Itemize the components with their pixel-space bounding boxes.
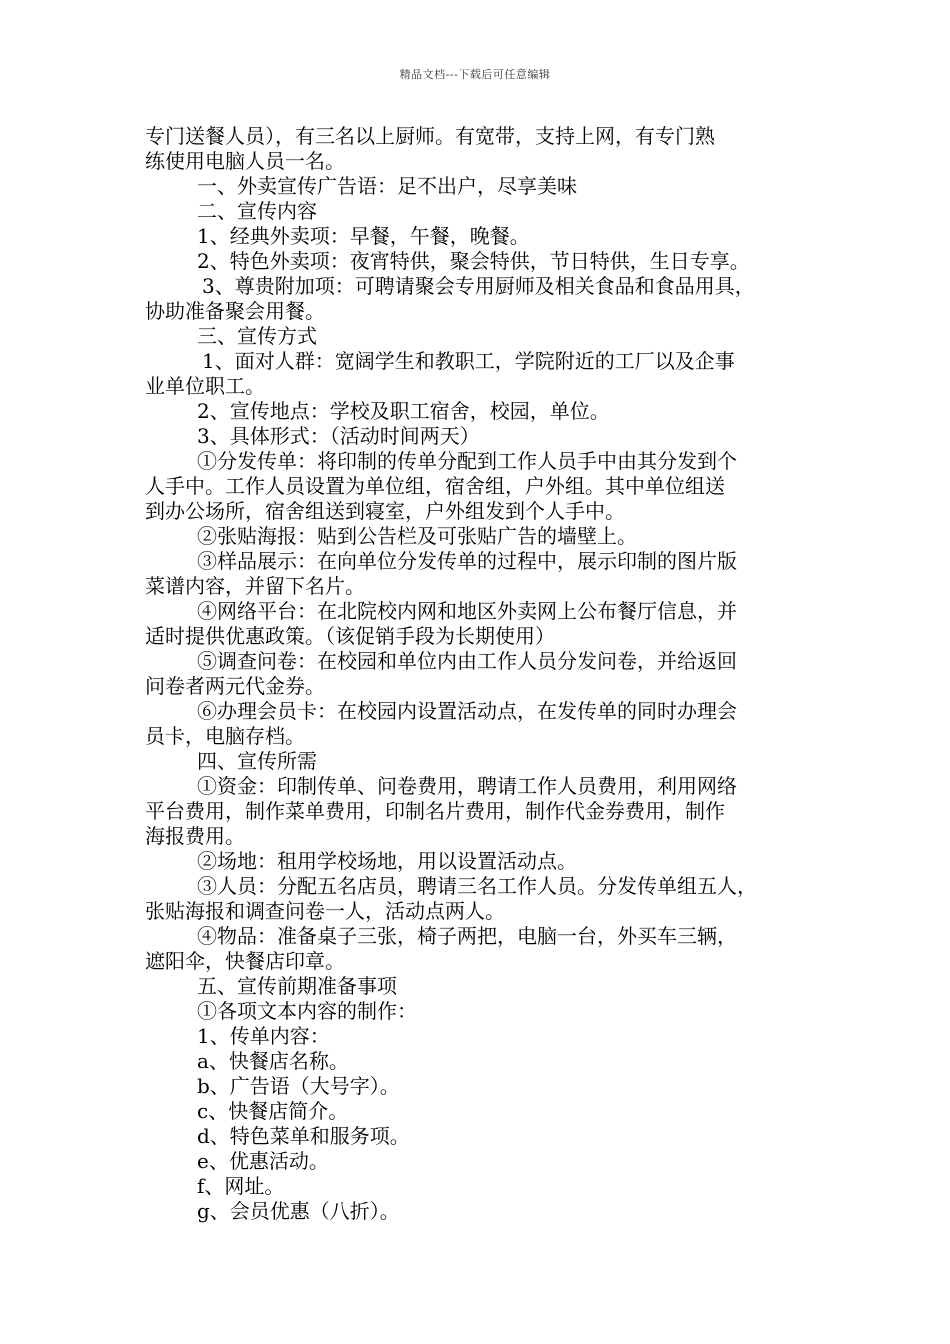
paragraph-line: ②场地：租用学校场地，用以设置活动点。 bbox=[197, 849, 577, 873]
paragraph-line: 2、宣传地点：学校及职工宿舍，校园，单位。 bbox=[197, 399, 610, 423]
paragraph-line: ⑥办理会员卡：在校园内设置活动点，在发传单的同时办理会 bbox=[197, 699, 737, 723]
paragraph-line: e、优惠活动。 bbox=[197, 1149, 329, 1173]
paragraph-line: 张贴海报和调查问卷一人，活动点两人。 bbox=[145, 899, 505, 923]
paragraph-line: 2、特色外卖项：夜宵特供，聚会特供，节日特供，生日专享。 bbox=[197, 249, 750, 273]
paragraph-line: 五、宣传前期准备事项 bbox=[197, 974, 397, 998]
paragraph-line: 3、具体形式：（活动时间两天） bbox=[197, 424, 480, 448]
paragraph-line: 菜谱内容，并留下名片。 bbox=[145, 574, 365, 598]
paragraph-line: 协助准备聚会用餐。 bbox=[145, 299, 325, 323]
paragraph-line: ③人员：分配五名店员，聘请三名工作人员。分发传单组五人， bbox=[197, 874, 757, 898]
paragraph-line: g、会员优惠（八折）。 bbox=[197, 1199, 400, 1223]
paragraph-line: 1、经典外卖项：早餐，午餐，晚餐。 bbox=[197, 224, 530, 248]
paragraph-line: ①分发传单：将印制的传单分配到工作人员手中由其分发到个 bbox=[197, 449, 737, 473]
paragraph-line: 到办公场所，宿舍组送到寝室，户外组发到个人手中。 bbox=[145, 499, 625, 523]
paragraph-line: 业单位职工。 bbox=[145, 374, 265, 398]
paragraph-line: ①资金：印制传单、问卷费用，聘请工作人员费用，利用网络 bbox=[197, 774, 737, 798]
paragraph-line: 问卷者两元代金券。 bbox=[145, 674, 325, 698]
paragraph-line: 适时提供优惠政策。（该促销手段为长期使用） bbox=[145, 624, 555, 648]
paragraph-line: 练使用电脑人员一名。 bbox=[145, 149, 345, 173]
paragraph-line: 平台费用，制作菜单费用，印制名片费用，制作代金券费用，制作 bbox=[145, 799, 725, 823]
paragraph-line: c、快餐店简介。 bbox=[197, 1099, 349, 1123]
paragraph-line: 1、面对人群：宽阔学生和教职工，学院附近的工厂以及企事 bbox=[202, 349, 735, 373]
document-body bbox=[145, 124, 825, 1224]
paragraph-line: f、网址。 bbox=[197, 1174, 285, 1198]
paragraph-line: ⑤调查问卷：在校园和单位内由工作人员分发问卷，并给返回 bbox=[197, 649, 737, 673]
paragraph-line: d、特色菜单和服务项。 bbox=[197, 1124, 410, 1148]
paragraph-line: 三、宣传方式 bbox=[197, 324, 317, 348]
paragraph-line: 海报费用。 bbox=[145, 824, 245, 848]
paragraph-line: 二、宣传内容 bbox=[197, 199, 317, 223]
paragraph-line: a、快餐店名称。 bbox=[197, 1049, 349, 1073]
paragraph-line: ①各项文本内容的制作： bbox=[197, 999, 417, 1023]
paragraph-line: ④物品：准备桌子三张，椅子两把，电脑一台，外买车三辆， bbox=[197, 924, 737, 948]
paragraph-line: ③样品展示：在向单位分发传单的过程中，展示印制的图片版 bbox=[197, 549, 737, 573]
paragraph-line: ②张贴海报：贴到公告栏及可张贴广告的墙壁上。 bbox=[197, 524, 637, 548]
paragraph-line: 四、宣传所需 bbox=[197, 749, 317, 773]
paragraph-line: b、广告语（大号字）。 bbox=[197, 1074, 400, 1098]
paragraph-line: 人手中。工作人员设置为单位组，宿舍组，户外组。其中单位组送 bbox=[145, 474, 725, 498]
paragraph-line: 员卡，电脑存档。 bbox=[145, 724, 305, 748]
paragraph-line: ④网络平台：在北院校内网和地区外卖网上公布餐厅信息，并 bbox=[197, 599, 737, 623]
paragraph-line: 遮阳伞，快餐店印章。 bbox=[145, 949, 345, 973]
page-header: 精品文档---下载后可任意编辑 bbox=[399, 68, 551, 81]
paragraph-line: 专门送餐人员），有三名以上厨师。有宽带，支持上网，有专门熟 bbox=[145, 124, 715, 148]
paragraph-line: 一、外卖宣传广告语：足不出户，尽享美味 bbox=[197, 174, 577, 198]
paragraph-line: 3、尊贵附加项：可聘请聚会专用厨师及相关食品和食品用具， bbox=[202, 274, 755, 298]
paragraph-line: 1、传单内容： bbox=[197, 1024, 330, 1048]
